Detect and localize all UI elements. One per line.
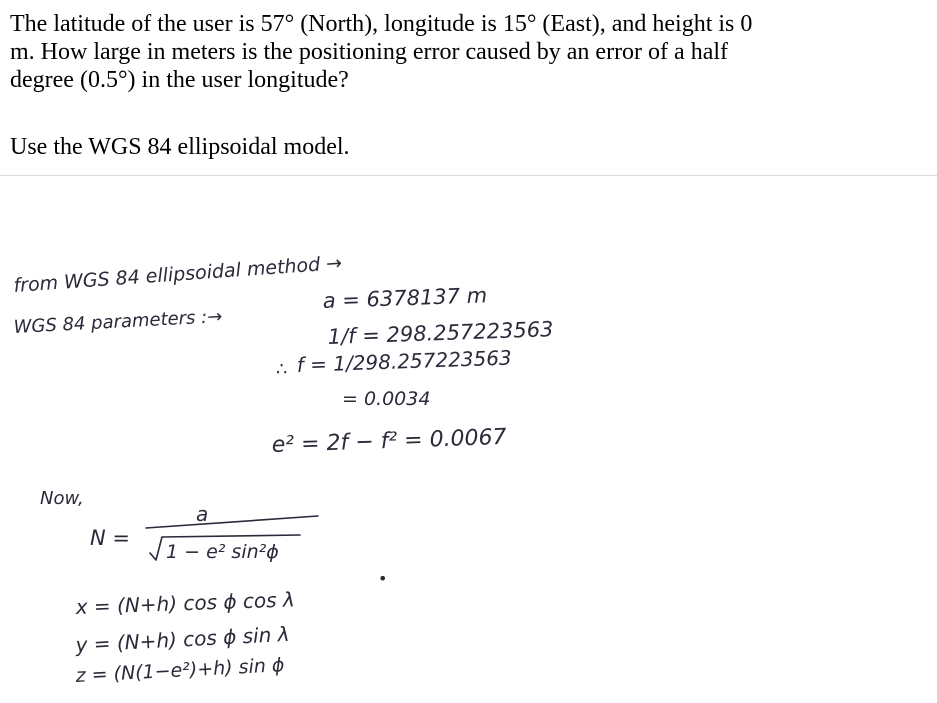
problem-line-1: The latitude of the user is 57° (North), longitude is 15° (East), and height is 0: [10, 11, 753, 37]
hw-a-equation: a = 6378137 m: [322, 283, 488, 313]
hw-therefore-symbol: ∴: [276, 359, 288, 380]
hw-f-value: = 0.0034: [342, 388, 431, 410]
problem-instruction: Use the WGS 84 ellipsoidal model.: [10, 134, 350, 160]
hw-params-label: WGS 84 parameters :→: [13, 306, 223, 338]
hw-dot-mark: •: [378, 569, 388, 588]
hw-f-equation: f = 1/298.257223563: [296, 345, 513, 377]
hw-N-numerator: a: [196, 502, 209, 526]
hw-fraction-bar: [146, 516, 318, 528]
problem-line-2: m. How large in meters is the positioning error caused by an error of a half: [10, 39, 729, 65]
hw-N-denominator: 1 − e² sin²ϕ: [166, 541, 279, 563]
hw-now-label: Now,: [40, 488, 84, 509]
hw-z-equation: z = (N(1−e²)+h) sin ϕ: [75, 654, 285, 687]
hw-y-equation: y = (N+h) cos ϕ sin λ: [75, 621, 291, 657]
problem-line-3: degree (0.5°) in the user longitude?: [10, 67, 349, 93]
hw-x-equation: x = (N+h) cos ϕ cos λ: [75, 587, 296, 619]
hw-intro: from WGS 84 ellipsoidal method →: [12, 252, 343, 297]
hw-N-lhs: N =: [90, 526, 130, 550]
hw-inverse-f-equation: 1/f = 298.257223563: [327, 317, 554, 349]
hw-e2-equation: e² = 2f − f² = 0.0067: [271, 424, 507, 458]
